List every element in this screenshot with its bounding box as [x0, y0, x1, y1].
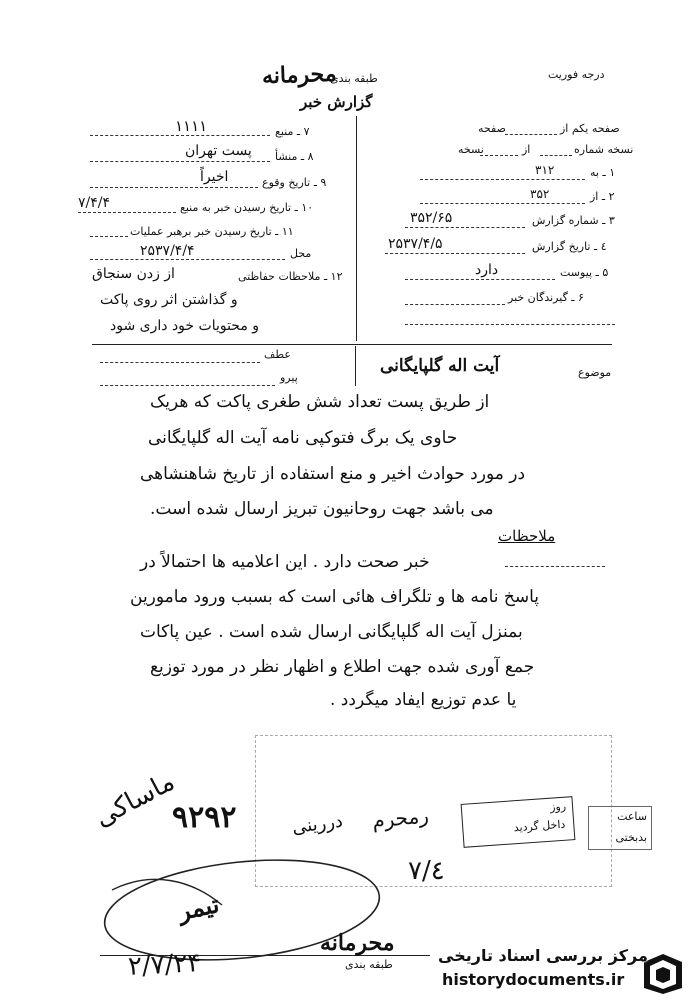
subject-label: موضوع [578, 366, 612, 379]
from-label: ۲ ـ از [590, 190, 615, 203]
source-label: ۷ ـ منبع [275, 125, 310, 138]
report-title: گزارش خبر [300, 93, 373, 111]
copy-label: نسخه شماره [574, 143, 634, 156]
archive-logo-center-mark [656, 967, 670, 983]
handwritten-margin-note: ٤/۷ [408, 856, 445, 886]
recv-ops-value: ۲۵۳۷/۴/۴ [140, 243, 195, 259]
footer-classification-handwritten: محرمانه [320, 930, 395, 956]
report-date-value: ۲۵۳۷/۴/۵ [388, 236, 443, 252]
place-label: محل [290, 247, 312, 260]
classification-handwritten: محرمانه [261, 60, 337, 90]
remarks-label: ملاحظات [498, 527, 556, 545]
recv-source-label: ۱۰ ـ تاریخ رسیدن خبر به منبع [180, 201, 314, 214]
report-no-label: ۳ ـ شماره گزارش [532, 214, 615, 227]
remarks-line-3: بمنزل آیت اله گلپایگانی ارسال شده است . عین پاکات [140, 622, 523, 642]
origin-value: پست تهران [185, 143, 252, 159]
receipt-stamp-bottom: بدبختی [615, 831, 647, 844]
event-date-value: اخیراً [200, 169, 229, 185]
atf-label: عطف [264, 348, 291, 361]
source-value: ۱۱۱۱ [175, 117, 208, 135]
to-label: ۱ ـ به [590, 166, 616, 179]
notes-label: ۱۲ ـ ملاحظات حفاظتی [238, 270, 343, 283]
receipt-stamp-side-text: ساعت [617, 810, 647, 823]
signature: تیمر [175, 889, 222, 926]
receipt-stamp-line1: روز [549, 799, 567, 814]
classification-printed: طبقه بندی [330, 72, 378, 85]
event-date-label: ۹ ـ تاریخ وقوع [262, 176, 327, 189]
remarks-line-5: یا عدم توزیع ایفاد میگردد . [330, 690, 517, 710]
body-line-1: از طریق پست تعداد شش طغری پاکت که هریک [150, 392, 490, 412]
body-line-2: حاوی یک برگ فتوکپی نامه آیت اله گلپایگانی [148, 428, 458, 448]
origin-label: ۸ ـ منشأ [275, 150, 314, 163]
header-separator [92, 344, 612, 345]
attach-value: دارد [475, 262, 499, 278]
report-no-value: ۳۵۲/۶۵ [410, 210, 453, 226]
column-divider [356, 116, 357, 341]
handwritten-scribble-1: ماساکی [89, 766, 180, 834]
recv-source-value: ۷/۴/۴ [78, 195, 110, 211]
page-label: صفحه یکم از [560, 122, 620, 135]
body-line-3: در مورد حوادث اخیر و منع استفاده از تاریخ شاهنشاهی [140, 464, 526, 484]
handwritten-scribble-3: رمحرم [370, 803, 430, 833]
handwritten-scribble-2: دررینی [290, 810, 345, 839]
report-date-label: ٤ ـ تاریخ گزارش [532, 240, 607, 253]
footer-classification-printed: طبقه بندی [345, 958, 393, 971]
remarks-line-1: خبر صحت دارد . این اعلامیه ها احتمالاً در [140, 552, 430, 572]
handwritten-number: ۹۲۹۲ [172, 800, 237, 835]
site-url[interactable]: historydocuments.ir [442, 970, 625, 989]
notes-line2: و گذاشتن اثر روی پاکت [100, 292, 238, 308]
copy-suffix: نسخه [458, 143, 484, 156]
body-line-4: می باشد جهت روحانیون تبریز ارسال شده است. [150, 499, 494, 519]
from-value: ۳۵۲ [530, 187, 550, 201]
subject-value: آیت اله گلپایگانی [380, 356, 500, 376]
handwritten-bottom-date: ۲/۷/۲۴ [127, 948, 203, 982]
remarks-line-4: جمع آوری شده جهت اطلاع و اظهار نظر در مورد توزیع [150, 657, 535, 677]
page-suffix: صفحه [478, 122, 506, 135]
peyro-label: پیرو [280, 371, 298, 384]
priority-label: درجه فوریت [548, 68, 605, 81]
recipients-label: ۶ ـ گیرندگان خبر [508, 291, 584, 304]
receipt-stamp-side [588, 806, 652, 850]
attach-label: ۵ ـ پیوست [560, 266, 609, 279]
center-name: مرکز بررسی اسناد تاریخی [438, 946, 648, 965]
receipt-stamp-line2: داخل گردید [513, 817, 566, 835]
receipt-stamp [461, 796, 576, 848]
remarks-line-2: پاسخ نامه ها و تلگراف هائی است که بسبب ورود مامورین [130, 587, 540, 607]
copy-from: از [522, 143, 531, 156]
to-value: ۳۱۲ [535, 163, 555, 177]
notes-line3: و محتویات خود داری شود [110, 318, 260, 334]
recv-ops-label: ۱۱ ـ تاریخ رسیدن خبر برهبر عملیات [130, 225, 294, 238]
notes-line1: از زدن سنجاق [92, 266, 175, 282]
